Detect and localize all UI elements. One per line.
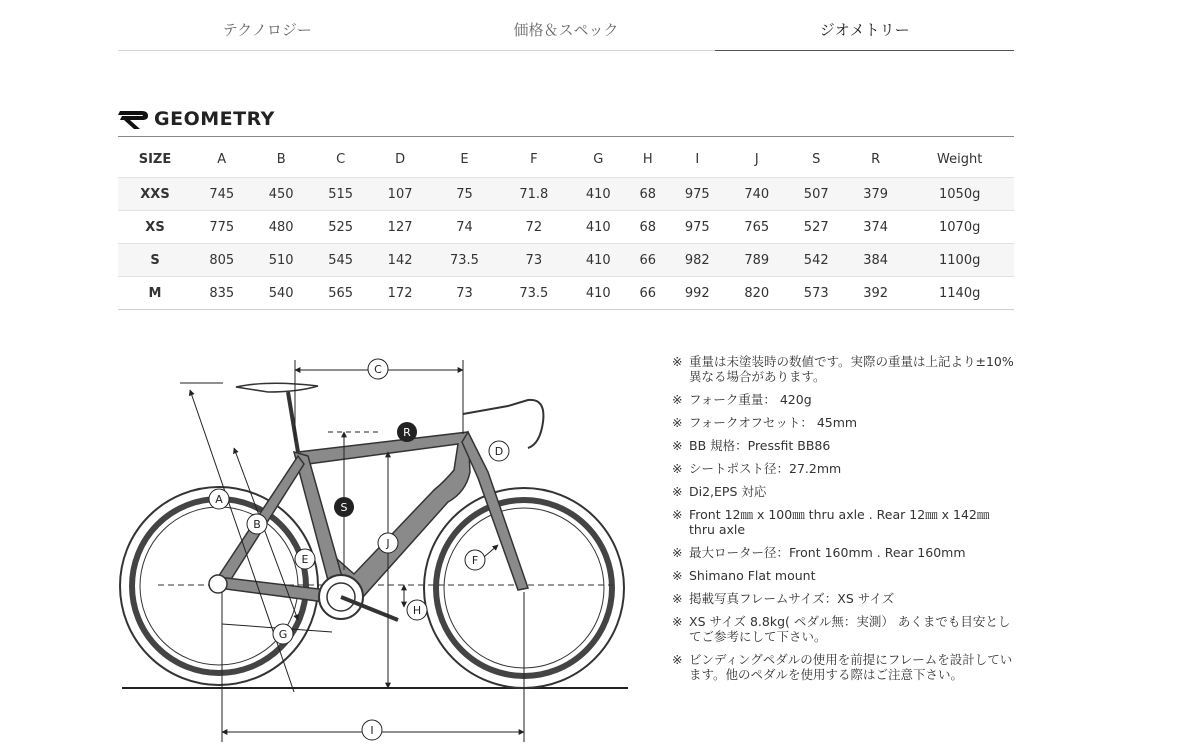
table-cell: 573 [786,277,845,310]
table-cell: 982 [668,244,727,277]
table-cell: 374 [846,211,905,244]
table-row [118,178,1014,211]
note-item: ※ Front 12㎜ x 100㎜ thru axle . Rear 12㎜ x 142㎜ thru axle [672,507,1017,537]
svg-text:B: B [253,518,261,531]
table-cell: 1100g [905,244,1014,277]
table-cell: 75 [430,178,499,211]
table-cell: 542 [786,244,845,277]
note-item: ※ Di2,EPS 対応 [672,484,1017,499]
table-cell: 565 [311,277,370,310]
table-cell: 142 [370,244,429,277]
table-cell: 72 [499,211,568,244]
dim-label-e [295,549,315,569]
table-cell: 410 [569,178,628,211]
note-item: ※ Shimano Flat mount [672,568,1017,583]
svg-text:I: I [370,724,374,737]
note-text: ビンディングペダルの使用を前提にフレームを設計しています。他のペダルを使用する際はご注意下さい。 [689,652,1013,682]
table-cell: 66 [628,244,668,277]
table-cell: 392 [846,277,905,310]
note-item: ※ フォークオフセット： 45mm [672,415,1017,430]
col-header: C [336,152,346,167]
table-cell: 975 [668,211,727,244]
size-cell: XS [118,211,192,244]
table-cell: 172 [370,277,429,310]
table-cell: 527 [786,211,845,244]
dim-label-j [378,533,398,553]
col-header: D [395,152,406,167]
col-header: E [460,152,469,167]
table-cell: 765 [727,211,786,244]
table-cell: 127 [370,211,429,244]
dim-label-b [247,514,267,534]
col-header: S [812,152,821,167]
table-cell: 835 [192,277,251,310]
table-cell: 975 [668,178,727,211]
table-cell: 820 [727,277,786,310]
svg-text:H: H [412,604,422,617]
table-cell: 74 [430,211,499,244]
table-cell: 450 [251,178,310,211]
dim-label-s [334,497,354,517]
geometry-heading [118,102,1014,137]
table-cell: 775 [192,211,251,244]
note-item: ※ XS サイズ 8.8kg( ペダル無：実測） あくまでも目安としてご参考にして下さい。 [672,614,1017,644]
table-header-row [118,142,1014,178]
col-header: Weight [937,152,983,167]
table-cell: 805 [192,244,251,277]
table-cell: 480 [251,211,310,244]
table-cell: 410 [569,244,628,277]
table-cell: 507 [786,178,845,211]
dim-label-a [209,489,229,509]
note-text: Shimano Flat mount [689,568,816,583]
table-cell: 71.8 [499,178,568,211]
size-cell: M [118,277,192,310]
note-text: Di2,EPS 対応 [689,484,767,499]
note-item: ※ フォーク重量： 420g [672,392,1017,407]
table-cell: 410 [569,277,628,310]
col-header: I [695,152,700,167]
svg-text:A: A [215,493,223,506]
table-cell: 540 [251,277,310,310]
tab-bar [118,12,1014,51]
note-item: ※ 重量は未塗装時の数値です。実際の重量は上記より±10%異なる場合があります。 [672,354,1017,384]
table-cell: 789 [727,244,786,277]
col-header: J [754,152,759,167]
col-header: A [217,152,227,167]
svg-text:E: E [301,553,309,566]
col-header: SIZE [138,152,172,167]
dim-label-c [368,359,388,379]
note-text: BB 規格：Pressfit BB86 [689,438,831,453]
size-cell: XXS [118,178,192,211]
table-cell: 525 [311,211,370,244]
col-header: G [593,152,604,167]
table-row [118,277,1014,310]
table-cell: 68 [628,211,668,244]
note-item: ※ BB 規格：Pressfit BB86 [672,438,1017,453]
svg-text:F: F [471,554,479,567]
dim-label-f [465,550,485,570]
dim-label-g [273,624,293,644]
table-cell: 515 [311,178,370,211]
note-text: XS サイズ 8.8kg( ペダル無：実測） あくまでも目安としてご参考にして下さい。 [689,614,1011,644]
spec-notes [672,354,1017,690]
table-cell: 1140g [905,277,1014,310]
note-text: シートポスト径：27.2mm [689,461,842,476]
note-text: 掲載写真フレームサイズ：XS サイズ [689,591,895,606]
note-text: フォーク重量： 420g [689,392,812,407]
table-cell: 73.5 [430,244,499,277]
table-cell: 1050g [905,178,1014,211]
geometry-table [118,142,1014,310]
table-cell: 384 [846,244,905,277]
note-text: 重量は未塗装時の数値です。実際の重量は上記より±10%異なる場合があります。 [689,354,1014,384]
table-cell: 73 [430,277,499,310]
col-header: H [642,152,653,167]
table-cell: 66 [628,277,668,310]
dim-label-r [397,422,417,442]
brand-logo-icon [118,106,150,132]
dim-label-i [362,720,382,740]
table-cell: 73.5 [499,277,568,310]
svg-text:G: G [278,628,288,641]
col-header: R [871,152,881,167]
tab-technology[interactable]: テクノロジー [118,12,417,51]
table-row [118,244,1014,277]
note-item: ※ ビンディングペダルの使用を前提にフレームを設計しています。他のペダルを使用する際はご注意下さい。 [672,652,1017,682]
table-cell: 68 [628,178,668,211]
size-cell: S [118,244,192,277]
table-cell: 510 [251,244,310,277]
svg-text:S: S [340,501,348,514]
svg-text:R: R [403,426,411,439]
svg-text:J: J [386,537,390,550]
geometry-title: GEOMETRY [154,108,275,130]
note-text: フォークオフセット： 45mm [689,415,858,430]
note-item: ※ 掲載写真フレームサイズ：XS サイズ [672,591,1017,606]
table-cell: 992 [668,277,727,310]
table-cell: 745 [192,178,251,211]
tab-geometry[interactable]: ジオメトリー [715,12,1014,51]
dim-label-h [407,600,427,620]
dim-label-d [489,441,509,461]
table-cell: 379 [846,178,905,211]
bike-geometry-diagram [118,352,638,747]
table-cell: 107 [370,178,429,211]
note-text: 最大ローター径：Front 160mm . Rear 160mm [689,545,966,560]
note-item: ※ 最大ローター径：Front 160mm . Rear 160mm [672,545,1017,560]
note-text: Front 12㎜ x 100㎜ thru axle . Rear 12㎜ x 142㎜ thru axle [689,507,990,537]
table-cell: 73 [499,244,568,277]
table-cell: 545 [311,244,370,277]
svg-text:C: C [374,363,382,376]
col-header: F [530,152,538,167]
table-cell: 1070g [905,211,1014,244]
table-row [118,211,1014,244]
col-header: B [276,152,286,167]
tab-price-spec[interactable]: 価格＆スペック [417,12,716,51]
note-item: ※ シートポスト径：27.2mm [672,461,1017,476]
table-cell: 410 [569,211,628,244]
svg-text:D: D [494,445,504,458]
table-cell: 740 [727,178,786,211]
